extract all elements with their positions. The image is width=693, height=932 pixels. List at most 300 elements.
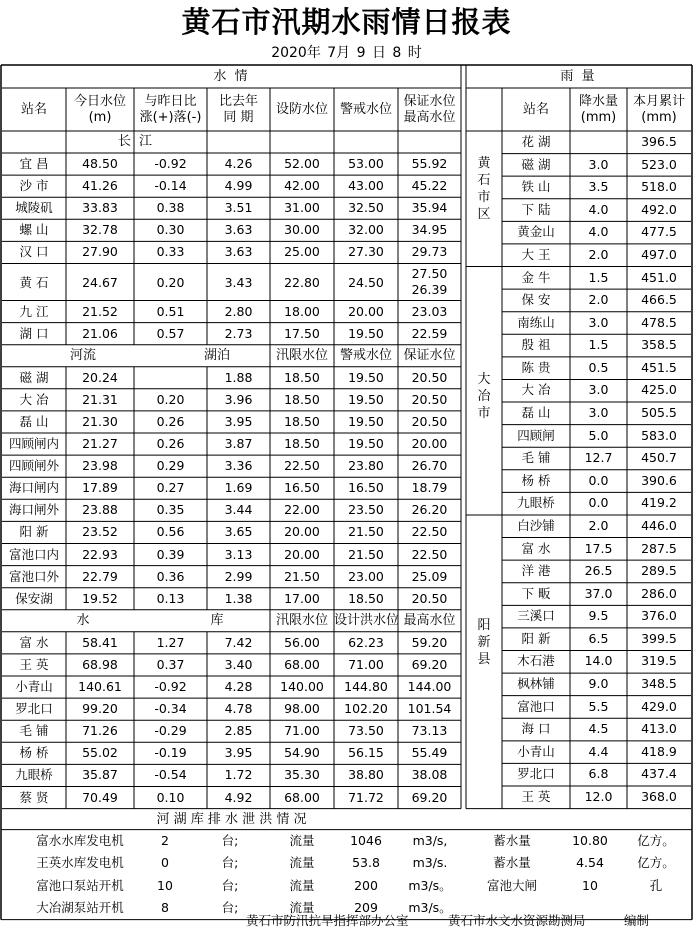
rain-district-char: 冶	[477, 388, 491, 404]
hepo-row-cell: 18.50	[284, 413, 320, 429]
hepo-section-col6: 保证水位	[403, 347, 456, 363]
rain-station-cell: 殷 祖	[521, 337, 551, 353]
changjiang-row-cell: 21.06	[82, 325, 118, 341]
hepo-row-cell: 20.50	[411, 391, 448, 407]
hepo-row-cell: 3.65	[224, 524, 253, 540]
rain-month-cell: 466.5	[641, 292, 677, 308]
changjiang-row-cell: 32.00	[348, 222, 384, 238]
rain-district-char: 石	[477, 173, 491, 188]
drainage-flow-unit: m3/s,	[412, 832, 448, 848]
hepo-row-cell: 1.69	[224, 480, 253, 496]
changjiang-row-cell: 湖 口	[19, 325, 49, 341]
changjiang-row-cell: 41.26	[82, 178, 118, 194]
changjiang-row-cell: -0.92	[154, 156, 187, 171]
hepo-row-cell: 20.00	[284, 524, 320, 540]
reservoir-row-cell: 70.49	[82, 789, 118, 805]
rain-station-cell: 大 王	[521, 246, 551, 262]
rain-precip-cell: 4.0	[588, 201, 609, 217]
rain-month-cell: 399.5	[641, 630, 677, 646]
rain-precip-cell: 2.0	[588, 246, 609, 262]
col-change-line: 涨(+)落(-)	[139, 109, 202, 125]
hepo-row-cell: 阳 新	[19, 524, 49, 540]
changjiang-row-cell: 45.22	[411, 178, 448, 194]
changjiang-row-cell: 30.00	[284, 222, 320, 238]
rain-month-cell: 451.5	[641, 359, 677, 375]
drainage-unit: 台;	[221, 900, 239, 916]
rain-station-cell: 下 陆	[521, 201, 551, 217]
hepo-row-cell: 0.29	[156, 458, 185, 474]
hepo-row-cell: 0.26	[156, 413, 185, 429]
rain-station-cell: 枫林铺	[517, 676, 555, 692]
rain-station-cell: 磊 山	[521, 405, 551, 421]
rain-station-cell: 王 英	[521, 789, 551, 804]
drainage-flow: 53.8	[352, 855, 380, 871]
reservoir-row-cell: 蔡 贤	[19, 789, 49, 805]
hepo-row-cell: 0.20	[156, 391, 185, 407]
reservoir-row-cell: 71.00	[284, 723, 320, 739]
rain-precip-cell: 3.0	[588, 405, 609, 421]
rain-station-cell: 海 口	[521, 721, 551, 737]
hepo-row-cell: 0.56	[156, 524, 185, 540]
hepo-row-cell: 0.26	[156, 436, 185, 451]
rain-month-cell: 413.0	[641, 721, 677, 737]
drainage-storage-label: 富池大闸	[486, 877, 537, 893]
hepo-row-cell: 21.50	[284, 568, 320, 584]
hepo-row-cell: 26.70	[411, 458, 448, 474]
hepo-row-cell: 26.20	[411, 502, 448, 518]
hepo-row-cell: 0.13	[156, 590, 185, 606]
col-today-level-line: (m)	[88, 109, 112, 125]
reservoir-row-cell: 55.02	[82, 745, 118, 761]
reservoir-row-cell: 58.41	[82, 634, 118, 650]
rain-month-cell: 497.0	[641, 246, 677, 262]
reservoir-row-cell: 98.00	[284, 701, 320, 717]
hepo-row-cell: 21.50	[348, 546, 384, 562]
rain-station-cell: 阳 新	[521, 630, 551, 646]
drainage-flow-label: 流量	[289, 900, 315, 916]
hepo-row-cell: 1.38	[224, 590, 253, 606]
rain-month-cell: 376.0	[641, 608, 677, 624]
rain-month-cell: 368.0	[641, 789, 677, 804]
changjiang-row-cell: 29.73	[411, 244, 448, 260]
changjiang-row-cell: 4.26	[224, 156, 253, 171]
reservoir-row-cell: 富 水	[19, 634, 49, 650]
hepo-row-cell: 富池口内	[8, 546, 59, 562]
changjiang-row-cell: 汉 口	[19, 244, 49, 260]
changjiang-row-cell: 九 江	[19, 303, 49, 319]
col-guarantee-level-line: 保证水位	[403, 93, 456, 109]
reservoir-row-cell: 3.95	[224, 745, 253, 761]
rain-month-cell: 390.6	[641, 472, 677, 488]
col-guarantee-level	[398, 88, 461, 131]
hepo-row-cell: 23.00	[348, 568, 384, 584]
hepo-row-cell: 22.00	[284, 502, 320, 518]
hepo-row-cell: 18.50	[284, 391, 320, 407]
hepo-row-cell: 20.50	[411, 590, 448, 606]
hepo-row-cell: 21.50	[348, 524, 384, 540]
rain-station-cell: 下 畈	[521, 585, 551, 601]
rain-precip-cell: 6.5	[588, 630, 609, 646]
rain-col-precip-line: (mm)	[580, 109, 617, 125]
rain-month-cell: 451.0	[641, 269, 677, 285]
rain-station-cell: 三溪口	[517, 608, 555, 624]
changjiang-row-cell: 55.92	[411, 156, 448, 171]
col-guarantee-level-line: 最高水位	[403, 109, 456, 125]
rain-precip-cell: 2.0	[588, 517, 609, 533]
rain-station-cell: 保 安	[521, 292, 551, 308]
footer-suffix: 编制	[624, 913, 650, 928]
reservoir-section-left: 水	[76, 612, 90, 628]
drainage-name: 大冶湖泵站开机	[36, 900, 124, 916]
drainage-storage-label: 蓄水量	[493, 832, 531, 848]
hepo-row-cell: 19.50	[348, 391, 384, 407]
rain-station-cell: 陈 贵	[521, 359, 551, 375]
col-change	[134, 88, 207, 131]
changjiang-row-cell: 3.63	[224, 222, 253, 238]
hepo-row-cell: 0.35	[156, 502, 185, 518]
reservoir-row-cell: 54.90	[284, 745, 320, 761]
rain-col-month-line: (mm)	[641, 109, 677, 125]
hepo-row-cell: 海口闸内	[8, 480, 59, 496]
hepo-row-cell: 20.50	[411, 413, 448, 429]
drainage-storage: 10	[582, 877, 598, 893]
rain-col-month-line: 本月累计	[632, 93, 685, 109]
changjiang-row-cell: 0.30	[156, 222, 185, 238]
drainage-name: 富池口泵站开机	[36, 877, 124, 893]
changjiang-row-cell	[398, 264, 461, 301]
rain-station-cell: 富 水	[521, 540, 551, 556]
rain-precip-cell: 17.5	[584, 540, 613, 556]
drainage-unit: 台;	[221, 855, 239, 871]
changjiang-row-cell: 沙 市	[19, 178, 49, 194]
drainage-count: 8	[161, 900, 169, 916]
hepo-row-cell: 大 冶	[19, 391, 49, 407]
hepo-row-cell: 0.27	[156, 480, 185, 496]
rain-district-char: 市	[477, 190, 491, 205]
reservoir-row-cell: -0.19	[154, 745, 187, 761]
drainage-section-header: 河 湖 库 排 水 泄 洪 情 况	[156, 811, 307, 827]
rain-month-cell: 286.0	[641, 585, 677, 601]
reservoir-row-cell: -0.92	[154, 679, 187, 694]
hepo-row-cell: 21.30	[82, 413, 118, 429]
drainage-unit: 台;	[221, 877, 239, 893]
rain-station-cell: 四顾闸	[517, 427, 555, 443]
hepo-row-cell: 海口闸外	[8, 502, 59, 518]
rain-station-cell: 富池口	[517, 698, 555, 714]
rain-month-cell: 523.0	[641, 156, 677, 172]
hepo-row-cell: 16.50	[284, 480, 320, 496]
reservoir-row-cell: 38.08	[411, 767, 448, 783]
changjiang-row-cell: 32.78	[82, 222, 118, 238]
rain-month-cell: 518.0	[641, 179, 677, 195]
rain-col-precip	[570, 88, 627, 131]
rain-precip-cell: 9.0	[588, 676, 609, 692]
rain-month-cell: 583.0	[641, 427, 677, 443]
rain-station-cell: 金 牛	[521, 269, 551, 285]
changjiang-row-cell-line: 27.50	[411, 266, 448, 281]
rain-precip-cell: 9.5	[588, 608, 609, 624]
rain-col-month	[627, 88, 691, 131]
reservoir-row-cell: 102.20	[344, 701, 388, 717]
rain-month-cell: 446.0	[641, 517, 677, 533]
rain-station-cell: 花 湖	[521, 134, 551, 149]
reservoir-row-cell: 71.00	[348, 656, 384, 672]
hepo-section-col4: 汛限水位	[275, 347, 328, 363]
changjiang-row-cell: 24.67	[82, 274, 118, 290]
changjiang-row-cell: 宜 昌	[19, 156, 49, 171]
changjiang-row-cell: 17.50	[284, 325, 320, 341]
rain-district-char: 黄	[477, 156, 491, 171]
changjiang-row-cell: 3.43	[224, 274, 253, 290]
report-footer	[0, 910, 693, 932]
rain-precip-cell: 12.0	[584, 789, 613, 804]
hepo-row-cell: 3.36	[224, 458, 253, 474]
reservoir-row-cell: 144.00	[407, 679, 452, 694]
hepo-row-cell: 0.39	[156, 546, 185, 562]
rain-month-cell: 505.5	[641, 405, 677, 421]
changjiang-row-cell: 螺 山	[19, 222, 49, 238]
changjiang-row-cell: 0.33	[156, 244, 185, 260]
hepo-row-cell: 22.93	[82, 546, 118, 562]
drainage-flow-unit: m3/s.	[412, 855, 448, 871]
rain-precip-cell: 5.0	[588, 427, 609, 443]
rain-precip-cell: 6.8	[588, 766, 609, 782]
rain-month-cell: 396.5	[641, 134, 677, 149]
rain-month-cell: 319.5	[641, 653, 677, 669]
col-station: 站名	[20, 102, 47, 117]
rain-precip-cell: 1.5	[588, 337, 609, 353]
hepo-row-cell: 2.99	[224, 568, 253, 584]
rain-district-label	[475, 617, 493, 668]
reservoir-row-cell: 九眼桥	[15, 767, 53, 783]
drainage-count: 10	[157, 877, 173, 893]
reservoir-row-cell: 62.23	[348, 634, 384, 650]
hepo-row-cell: 19.52	[82, 590, 118, 606]
reservoir-row-cell: 2.85	[224, 723, 253, 739]
rain-month-cell: 287.5	[641, 540, 677, 556]
changjiang-row-cell: 21.52	[82, 303, 118, 319]
hepo-row-cell: 18.50	[348, 590, 384, 606]
changjiang-row-cell: 25.00	[284, 244, 320, 260]
hepo-section-left: 河流	[69, 347, 96, 363]
hepo-row-cell: 四顾闸内	[8, 436, 59, 451]
rain-month-cell: 437.4	[641, 766, 677, 782]
hepo-row-cell: 3.95	[224, 413, 253, 429]
hepo-row-cell: 23.52	[82, 524, 118, 540]
rain-month-cell: 348.5	[641, 676, 677, 692]
changjiang-row-cell: 18.00	[284, 303, 320, 319]
report-datetime: 2020年 7月 9 日 8 时	[271, 45, 422, 61]
reservoir-row-cell: 王 英	[19, 656, 49, 672]
drainage-unit: 台;	[221, 832, 239, 848]
drainage-storage: 4.54	[576, 855, 604, 871]
reservoir-row-cell: -0.34	[154, 701, 187, 717]
reservoir-section-right: 库	[210, 612, 224, 628]
reservoir-row-cell: 1.72	[224, 767, 253, 783]
changjiang-row-cell: 32.50	[348, 200, 384, 216]
hepo-section-right: 湖泊	[203, 347, 230, 363]
drainage-name: 富水水库发电机	[36, 832, 124, 848]
changjiang-row-cell: 19.50	[348, 325, 384, 341]
hepo-row-cell: 23.50	[348, 502, 384, 518]
col-warning-level: 警戒水位	[339, 102, 392, 117]
hepo-row-cell: 19.50	[348, 413, 384, 429]
drainage-storage: 10.80	[572, 832, 608, 848]
reservoir-section-col5: 设计洪水位	[334, 612, 400, 628]
rain-precip-cell: 14.0	[584, 653, 613, 669]
rain-station-cell: 小青山	[517, 743, 555, 759]
changjiang-row-cell: 22.80	[284, 274, 320, 290]
reservoir-row-cell: 4.78	[224, 701, 253, 717]
footer-org-2: 黄石市水文水资源勘测局	[448, 913, 586, 928]
rain-precip-cell: 0.0	[588, 472, 609, 488]
changjiang-row-cell: 黄 石	[19, 274, 49, 290]
hepo-row-cell: 22.79	[82, 568, 118, 584]
hepo-row-cell: 19.50	[348, 369, 384, 385]
rain-station-cell: 磁 湖	[521, 156, 551, 172]
changjiang-row-cell: 0.57	[156, 325, 185, 341]
drainage-flow: 209	[354, 900, 378, 916]
rain-precip-cell: 3.0	[588, 156, 609, 172]
hepo-row-cell: 21.27	[82, 436, 118, 451]
rain-precip-cell: 3.0	[588, 382, 609, 398]
rain-station-cell: 杨 桥	[521, 472, 551, 488]
changjiang-row-cell: 22.59	[411, 325, 448, 341]
rain-district-label	[475, 371, 493, 422]
rain-station-cell: 黄金山	[517, 224, 555, 240]
reservoir-section-col6: 最高水位	[403, 612, 456, 628]
drainage-flow: 200	[354, 877, 378, 893]
hepo-row-cell: 1.88	[224, 369, 253, 385]
rain-district-char: 大	[477, 371, 491, 387]
hepo-row-cell: 保安湖	[15, 590, 53, 606]
reservoir-row-cell: 35.30	[284, 767, 320, 783]
reservoir-row-cell: 35.87	[82, 767, 118, 783]
rain-precip-cell: 3.0	[588, 314, 609, 330]
col-change-line: 与昨日比	[144, 93, 197, 109]
hepo-row-cell: 20.24	[82, 369, 118, 385]
drainage-storage-unit: 亿方。	[637, 855, 675, 871]
reservoir-row-cell: -0.54	[154, 767, 187, 783]
rain-month-cell: 289.5	[641, 563, 677, 579]
changjiang-row-cell-line: 26.39	[411, 282, 448, 297]
hepo-row-cell: 富池口外	[8, 568, 59, 584]
col-last-year-line: 比去年	[218, 93, 258, 109]
rain-station-cell: 木石港	[517, 653, 555, 669]
rain-district-char: 市	[477, 405, 491, 421]
changjiang-row-cell: 20.00	[348, 303, 384, 319]
rain-district-char: 阳	[477, 617, 491, 633]
reservoir-row-cell: 68.00	[284, 656, 320, 672]
changjiang-row-cell: 35.94	[411, 200, 448, 216]
rain-station-cell: 洋 港	[521, 563, 551, 579]
hepo-row-cell: 3.13	[224, 546, 253, 562]
reservoir-row-cell: 0.10	[156, 789, 185, 805]
hepo-row-cell: 20.50	[411, 369, 448, 385]
rain-station-cell: 罗北口	[517, 766, 555, 782]
col-last-year	[207, 88, 270, 131]
reservoir-row-cell: -0.29	[154, 723, 187, 739]
reservoir-row-cell: 3.40	[224, 656, 253, 672]
hepo-row-cell: 20.00	[411, 436, 448, 451]
rain-station-cell: 毛 铺	[521, 450, 551, 466]
hepo-row-cell: 21.31	[82, 391, 118, 407]
changjiang-row-cell: 4.99	[224, 178, 253, 194]
rain-precip-cell: 2.0	[588, 292, 609, 308]
reservoir-row-cell: 0.37	[156, 656, 185, 672]
col-today-level	[66, 88, 134, 131]
drainage-storage-unit: 孔	[649, 877, 663, 893]
reservoir-row-cell: 99.20	[82, 701, 118, 717]
rain-precip-cell: 3.5	[588, 179, 609, 195]
reservoir-section-col4: 汛限水位	[275, 612, 328, 628]
reservoir-row-cell: 小青山	[15, 679, 53, 694]
hepo-row-cell: 17.89	[82, 480, 118, 496]
hepo-row-cell: 25.09	[411, 568, 448, 584]
reservoir-row-cell: 68.98	[82, 656, 118, 672]
changjiang-row-cell: 0.20	[156, 274, 185, 290]
rain-district-label	[475, 155, 493, 223]
reservoir-row-cell: 4.28	[224, 679, 253, 694]
rain-month-cell: 450.7	[641, 450, 677, 466]
rain-month-cell: 478.5	[641, 314, 677, 330]
rain-precip-cell: 0.0	[588, 495, 609, 511]
changjiang-row-cell: 42.00	[284, 178, 320, 194]
hepo-row-cell: 3.87	[224, 436, 253, 451]
reservoir-row-cell: 68.00	[284, 789, 320, 805]
hepo-row-cell: 3.96	[224, 391, 253, 407]
reservoir-row-cell: 56.00	[284, 634, 320, 650]
hepo-row-cell: 17.00	[284, 590, 320, 606]
changjiang-row-cell: 31.00	[284, 200, 320, 216]
reservoir-row-cell: 71.26	[82, 723, 118, 739]
changjiang-row-cell: 43.00	[348, 178, 384, 194]
drainage-count: 0	[161, 855, 169, 871]
changjiang-row-cell: 27.30	[348, 244, 384, 260]
hepo-row-cell: 22.50	[411, 524, 448, 540]
rain-precip-cell: 26.5	[584, 563, 613, 579]
hepo-row-cell: 磁 湖	[19, 369, 49, 385]
rain-station-cell: 白沙铺	[517, 517, 555, 533]
hepo-row-cell: 22.50	[284, 458, 320, 474]
reservoir-row-cell: 140.00	[280, 679, 324, 694]
hepo-row-cell: 16.50	[348, 480, 384, 496]
reservoir-row-cell: 140.61	[78, 679, 122, 694]
reservoir-row-cell: 144.80	[344, 679, 388, 694]
col-defense-level: 设防水位	[275, 102, 328, 117]
reservoir-row-cell: 59.20	[411, 634, 448, 650]
rain-station-cell: 九眼桥	[517, 495, 555, 511]
rain-section-header: 雨 量	[560, 69, 597, 84]
reservoir-row-cell: 73.50	[348, 723, 384, 739]
changjiang-row-cell: 34.95	[411, 222, 448, 238]
changjiang-row-cell: 53.00	[348, 156, 384, 171]
rain-col-station: 站名	[522, 102, 549, 117]
changjiang-row-cell: 23.03	[411, 303, 448, 319]
drainage-storage-unit: 亿方。	[637, 832, 675, 848]
hepo-row-cell: 四顾闸外	[8, 458, 59, 474]
rain-month-cell: 425.0	[641, 382, 677, 398]
changjiang-row-cell: 0.38	[156, 200, 185, 216]
changjiang-row-cell: 33.83	[82, 200, 118, 216]
col-today-level-line: 今日水位	[73, 93, 126, 109]
report-title: 黄石市汛期水雨情日报表	[181, 5, 512, 39]
rain-precip-cell: 37.0	[584, 585, 613, 601]
rain-precip-cell: 1.5	[588, 269, 609, 285]
changjiang-row-cell: 2.80	[224, 303, 253, 319]
rain-district-char: 区	[477, 207, 491, 222]
reservoir-row-cell: 毛 铺	[19, 723, 49, 739]
